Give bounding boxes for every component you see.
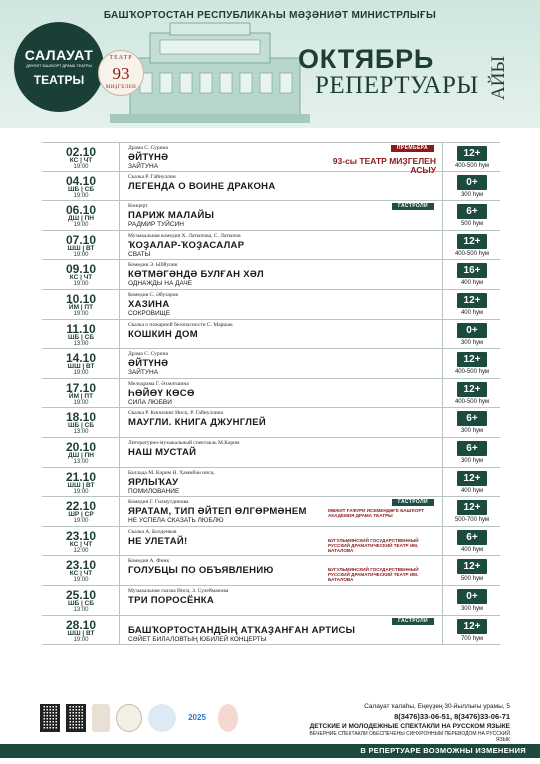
show-subtitle: РАДМИР ТУЙСИН xyxy=(128,221,184,229)
price-cell xyxy=(442,468,500,497)
show-date: 07.10 xyxy=(65,232,97,247)
show-time: 19:00 xyxy=(73,370,89,377)
ticket-price: 700 һум xyxy=(460,635,484,642)
month-title: ОКТЯБРЬ xyxy=(298,44,435,74)
ministry-title: БАШҠОРТОСТАН РЕСПУБЛИКАҺЫ МӘҘӘНИӘТ МИНИСТРЛЫҒЫ xyxy=(103,10,437,21)
show-date: 28.10 xyxy=(65,617,97,632)
show-weekday: ДШ | ПН xyxy=(68,215,94,223)
show-weekday: КС | ЧТ xyxy=(69,570,93,578)
age-rating: 0+ xyxy=(457,323,487,338)
show-title: ТРИ ПОРОСЁНКА xyxy=(128,594,215,606)
age-rating: 6+ xyxy=(457,204,487,219)
show-time: 19:00 xyxy=(73,399,89,406)
date-cell xyxy=(42,349,120,378)
age-rating: 12+ xyxy=(457,382,487,397)
date-cell xyxy=(42,320,120,349)
show-title: ЯРАТАМ, ТИП ӘЙТЕП ӨЛГӨРМӘНЕМ xyxy=(128,506,307,518)
show-time: 19:00 xyxy=(73,281,89,288)
show-genre-author: Концерт xyxy=(128,203,148,210)
schedule-row xyxy=(42,616,500,646)
emblem-icon xyxy=(92,704,110,732)
show-title: ЯРЛЫҠАУ xyxy=(128,476,179,488)
ticket-price: 400-500 һум xyxy=(454,369,490,376)
price-cell xyxy=(442,408,500,437)
show-subtitle: СӘЙЕТ БИЛАЛОВТЫҢ ЮБИЛЕЙ КОНЦЕРТЫ xyxy=(128,635,267,643)
badge-number: 93 xyxy=(112,64,130,83)
show-title: КӨТМӘГӘНДӘ БУЛҒАН ХӘЛ xyxy=(128,269,265,281)
date-cell xyxy=(42,172,120,201)
show-title: ӘЙТҮНӘ xyxy=(128,358,169,370)
show-subtitle: СИЛА ЛЮБВИ xyxy=(128,398,172,406)
price-cell xyxy=(442,290,500,319)
show-weekday: КС | ЧТ xyxy=(69,540,93,548)
show-genre-author: Драма С. Сурина xyxy=(128,351,168,358)
badge-bottom-text: МИҘГЕЛЕН xyxy=(105,85,137,90)
globe-icon xyxy=(148,704,176,732)
show-extra xyxy=(326,438,442,467)
show-weekday: ШР | СР xyxy=(68,511,94,519)
age-rating: 0+ xyxy=(457,175,487,190)
show-genre-author: Литературно-музыкальный спектакль М.Кәрим xyxy=(128,439,240,446)
show-extra xyxy=(326,320,442,349)
logo-caption: ДӘҮЛӘТ БАШҠОРТ ДРАМА ТЕАТРЫ xyxy=(26,64,92,68)
show-tag: ГАСТРОЛИ xyxy=(392,618,434,625)
date-cell xyxy=(42,468,120,497)
date-cell xyxy=(42,527,120,556)
show-genre-author: Сказка А. Болденков xyxy=(128,528,177,535)
date-cell xyxy=(42,231,120,260)
schedule-row xyxy=(42,320,500,350)
show-title: НЕ УЛЕТАЙ! xyxy=(128,535,188,547)
show-title: БАШҠОРТОСТАНДЫҢ АТҠАҘАНҒАН АРТИСЫ xyxy=(128,624,356,636)
month-side-label: АЙЫ xyxy=(488,55,509,100)
show-tag: ПРЕМЬЕРА xyxy=(391,145,434,152)
logo-name: САЛАУАТ xyxy=(24,47,94,63)
show-genre-author: Сказка Р. Кипилинг Инсц. Р. Гайнуллина xyxy=(128,410,224,417)
show-extra xyxy=(326,143,442,175)
ticket-price: 400 һум xyxy=(460,546,484,553)
show-note: 93-сы ТЕАТР МИҘГЕЛЕН АСЫУ xyxy=(332,156,436,175)
show-weekday: ДШ | ПН xyxy=(68,451,94,459)
show-date: 10.10 xyxy=(65,291,97,306)
show-weekday: ШШ | ВТ xyxy=(67,244,95,252)
show-tag: ГАСТРОЛИ xyxy=(392,499,434,506)
ticket-price: 300 һум xyxy=(460,428,484,435)
show-extra xyxy=(326,231,442,260)
partner-logos xyxy=(40,704,340,738)
kids-note: ДЕТСКИЕ И МОЛОДЕЖНЫЕ СПЕКТАКЛИ НА РУССКОМ ЯЗЫКЕ xyxy=(309,723,510,730)
year-logo: 2025 xyxy=(188,713,206,722)
price-cell xyxy=(442,438,500,467)
age-rating: 12+ xyxy=(457,500,487,515)
price-cell xyxy=(442,143,500,171)
show-weekday: КС | ЧТ xyxy=(69,157,93,164)
translation-note: ВЕЧЕРНИЕ СПЕКТАКЛИ ОБЕСПЕЧЕНЫ СИНХРОННЫМ ПЕРЕВОДОМ НА РУССКИЙ ЯЗЫК xyxy=(309,731,510,743)
show-date: 09.10 xyxy=(65,262,97,277)
date-cell xyxy=(42,497,120,526)
ticket-price: 300 һум xyxy=(460,457,484,464)
show-date: 04.10 xyxy=(65,173,97,188)
schedule-row xyxy=(42,586,500,616)
show-title: ҺӨЙӨҮ КӨСӨ xyxy=(128,387,195,399)
show-weekday: ШШ | ВТ xyxy=(67,363,95,371)
show-date: 06.10 xyxy=(65,203,97,218)
show-title: ПАРИЖ МАЛАЙЫ xyxy=(128,210,215,222)
show-subtitle: ПОМИЛОВАНИЕ xyxy=(128,487,180,495)
schedule-row xyxy=(42,497,500,527)
age-rating: 12+ xyxy=(457,293,487,308)
show-time: 19:00 xyxy=(73,222,89,229)
date-cell xyxy=(42,408,120,437)
address: Салауат ҡалаһы, Еңеүҙең 30-йыллығы урамы, 5 xyxy=(364,703,510,710)
show-subtitle: СОКРОВИЩЕ xyxy=(128,309,171,317)
price-cell xyxy=(442,527,500,556)
phones: 8(3476)33-06-51, 8(3476)33-06-71 xyxy=(394,712,510,721)
show-time: 19:00 xyxy=(73,488,89,495)
show-subtitle: СВАТЫ xyxy=(128,250,151,258)
show-genre-author: Мелодрама Г. Әхмәтшина xyxy=(128,380,189,387)
show-extra xyxy=(326,379,442,408)
show-time: 13:00 xyxy=(73,606,89,613)
ticket-price: 300 һум xyxy=(460,605,484,612)
price-cell xyxy=(442,586,500,615)
ticket-price: 400-500 һум xyxy=(454,398,490,405)
show-genre-author: Комедия Г. Гилмутдинова xyxy=(128,499,189,506)
show-extra xyxy=(326,497,442,526)
price-cell xyxy=(442,616,500,645)
show-genre-author: Комедия Э. Ыбйулин xyxy=(128,262,178,269)
date-cell xyxy=(42,290,120,319)
show-extra xyxy=(326,586,442,615)
qr-code-icon xyxy=(66,704,86,732)
schedule-row xyxy=(42,231,500,261)
ticket-price: 400 һум xyxy=(460,487,484,494)
age-rating: 12+ xyxy=(457,234,487,249)
show-extra xyxy=(326,616,442,645)
show-date: 25.10 xyxy=(65,587,97,602)
show-extra xyxy=(326,349,442,378)
show-subtitle: НЕ УСПЕЛА СКАЗАТЬ ЛЮБЛЮ xyxy=(128,517,224,525)
show-title: ӘЙТҮНӘ xyxy=(128,152,169,163)
price-cell xyxy=(442,231,500,260)
show-time: 19:00 xyxy=(73,251,89,258)
show-time: 19:00 xyxy=(73,636,89,643)
show-title: ХАЗИНА xyxy=(128,298,170,310)
ticket-price: 400 һум xyxy=(460,309,484,316)
footer-contacts xyxy=(300,703,510,743)
schedule-row xyxy=(42,201,500,231)
show-genre-author: Драма С. Сурина xyxy=(128,145,168,151)
show-extra xyxy=(326,260,442,289)
show-subtitle: ЗАЙТУНА xyxy=(128,369,159,377)
show-extra xyxy=(326,290,442,319)
poster-header xyxy=(0,0,540,128)
schedule-row xyxy=(42,468,500,498)
show-extra xyxy=(326,556,442,585)
date-cell xyxy=(42,586,120,615)
show-time: 13:00 xyxy=(73,340,89,347)
show-genre-author: Комедия С. Әбузаров xyxy=(128,291,178,298)
schedule-row xyxy=(42,142,500,175)
show-title: ЛЕГЕНДА О ВОИНЕ ДРАКОНА xyxy=(128,180,276,192)
show-date: 17.10 xyxy=(65,380,97,395)
show-genre-author: Комедия А. Финк xyxy=(128,558,170,565)
age-rating: 12+ xyxy=(457,352,487,367)
show-date: 21.10 xyxy=(65,469,97,484)
show-weekday: ЙМ | ПТ xyxy=(68,392,94,400)
show-time: 13:00 xyxy=(73,458,89,465)
show-date: 20.10 xyxy=(65,439,97,454)
ticket-price: 300 һум xyxy=(460,339,484,346)
schedule-table xyxy=(42,142,500,645)
show-weekday: ШШ | ВТ xyxy=(67,481,95,489)
show-genre-author: Баллада М. Кәрим Н. Хаммбан инсц. xyxy=(128,469,215,476)
price-cell xyxy=(442,172,500,201)
show-genre-author: Сказка о пожарной безопасности С. Маршак xyxy=(128,321,233,328)
show-genre-author: Музыкальная комедия Х. Латыпова, С. Латыпов xyxy=(128,232,241,239)
show-subtitle: ОДНАЖДЫ НА ДАЧЕ xyxy=(128,280,193,288)
show-title: НАШ МУСТАЙ xyxy=(128,446,197,458)
show-date: 23.10 xyxy=(65,528,97,543)
schedule-row xyxy=(42,438,500,468)
price-cell xyxy=(442,556,500,585)
logo-theatre: ТЕАТРЫ xyxy=(33,73,85,87)
schedule-row xyxy=(42,349,500,379)
show-subtitle: ЗАЙТУНА xyxy=(128,163,159,170)
price-cell xyxy=(442,379,500,408)
ticket-price: 400-500 һум xyxy=(454,250,490,257)
figure-icon xyxy=(218,704,238,732)
age-rating: 12+ xyxy=(457,619,487,634)
show-weekday: ШБ | СБ xyxy=(68,422,94,430)
age-rating: 16+ xyxy=(457,263,487,278)
ticket-price: 500 һум xyxy=(460,221,484,228)
show-note: БУГУЛЬМИНСКИЙ ГОСУДАРСТВЕННЫЙ РУССКИЙ ДРАМАТИЧЕСКИЙ ТЕАТР ИМ. БАТАЛОВА xyxy=(328,537,419,553)
schedule-row xyxy=(42,260,500,290)
ticket-price: 500-700 һум xyxy=(454,517,490,524)
show-title: ҠОҘАЛАР-ҠОҘАСАЛАР xyxy=(128,239,245,251)
show-note: БУГУЛЬМИНСКИЙ ГОСУДАРСТВЕННЫЙ РУССКИЙ ДРАМАТИЧЕСКИЙ ТЕАТР ИМ. БАТАЛОВА xyxy=(328,567,419,583)
age-rating: 6+ xyxy=(457,411,487,426)
changes-banner xyxy=(0,744,540,758)
price-cell xyxy=(442,349,500,378)
date-cell xyxy=(42,438,120,467)
show-weekday: ШБ | СБ xyxy=(68,333,94,341)
anniversary-badge xyxy=(98,50,144,96)
show-weekday: ШБ | СБ xyxy=(68,599,94,607)
price-cell xyxy=(442,201,500,230)
show-tag: ГАСТРОЛИ xyxy=(392,203,434,210)
show-extra xyxy=(326,172,442,201)
show-date: 11.10 xyxy=(66,321,96,336)
show-extra xyxy=(326,527,442,556)
show-date: 02.10 xyxy=(65,145,97,159)
schedule-row xyxy=(42,379,500,409)
date-cell xyxy=(42,556,120,585)
show-time: 19:00 xyxy=(73,577,89,584)
schedule-row xyxy=(42,408,500,438)
seal-icon xyxy=(116,704,142,732)
show-extra xyxy=(326,408,442,437)
show-date: 22.10 xyxy=(65,499,97,514)
date-cell xyxy=(42,379,120,408)
ticket-price: 400 һум xyxy=(460,280,484,287)
show-weekday: КС | ЧТ xyxy=(69,274,93,282)
show-time: 19:00 xyxy=(73,310,89,317)
ticket-price: 500 һум xyxy=(460,576,484,583)
show-date: 18.10 xyxy=(65,410,97,425)
price-cell xyxy=(442,260,500,289)
repertoire-title: РЕПЕРТУАРЫ xyxy=(315,72,479,99)
show-weekday: ШБ | СБ xyxy=(68,185,94,193)
badge-top-text: ТЕАТР xyxy=(109,55,133,61)
age-rating: 0+ xyxy=(457,589,487,604)
show-date: 23.10 xyxy=(65,558,97,573)
date-cell xyxy=(42,616,120,645)
age-rating: 6+ xyxy=(457,530,487,545)
price-cell xyxy=(442,497,500,526)
show-title: МАУГЛИ. КНИГА ДЖУНГЛЕЙ xyxy=(128,417,266,429)
show-date: 14.10 xyxy=(65,351,97,366)
date-cell xyxy=(42,143,120,171)
show-extra xyxy=(326,201,442,230)
date-cell xyxy=(42,260,120,289)
age-rating: 12+ xyxy=(457,146,487,161)
show-time: 13:00 xyxy=(73,429,89,436)
ticket-price: 400-500 һум xyxy=(454,163,490,169)
show-title: ГОЛУБЦЫ ПО ОБЪЯВЛЕНИЮ xyxy=(128,565,274,577)
show-genre-author: Сказка Р. Гайнуллин xyxy=(128,173,176,180)
qr-code-icon xyxy=(40,704,60,732)
show-weekday: ЙМ | ПТ xyxy=(68,303,94,311)
schedule-row xyxy=(42,290,500,320)
date-cell xyxy=(42,201,120,230)
schedule-row xyxy=(42,527,500,557)
show-weekday: ШШ | ВТ xyxy=(67,629,95,637)
show-time: 19:00 xyxy=(73,518,89,525)
schedule-row xyxy=(42,556,500,586)
show-genre-author: Музыкальная сказка Инсц. З. Сулейманова xyxy=(128,587,229,594)
schedule-row xyxy=(42,172,500,202)
show-extra xyxy=(326,468,442,497)
age-rating: 12+ xyxy=(457,559,487,574)
show-title: КОШКИН ДОМ xyxy=(128,328,198,340)
changes-note: В РЕПЕРТУАРЕ ВОЗМОЖНЫ ИЗМЕНЕНИЯ xyxy=(360,746,526,755)
show-note: МӘЖИТ ҒАФУРИ ИСЕМЕНДӘГЕ БАШҠОРТ АКАДЕМИЯ ДРАМА ТЕАТРЫ xyxy=(328,508,425,519)
theatre-logo xyxy=(14,22,104,112)
ticket-price: 300 һум xyxy=(460,191,484,198)
age-rating: 12+ xyxy=(457,471,487,486)
show-time: 12:00 xyxy=(73,547,89,554)
show-time: 19:00 xyxy=(73,192,89,199)
age-rating: 6+ xyxy=(457,441,487,456)
show-time: 19:00 xyxy=(73,164,89,170)
price-cell xyxy=(442,320,500,349)
